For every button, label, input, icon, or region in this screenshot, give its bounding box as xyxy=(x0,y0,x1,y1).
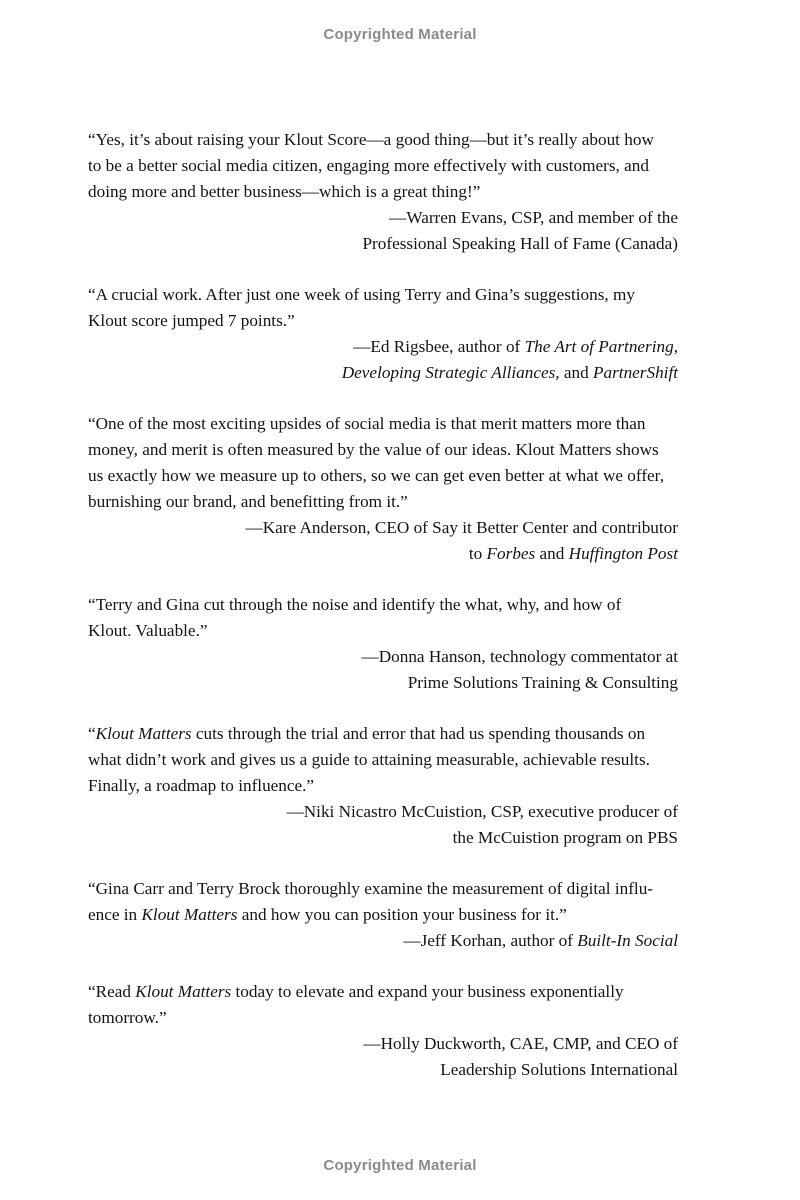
endorsement-niki-mccuistion xyxy=(88,721,678,851)
copyright-watermark-top: Copyrighted Material xyxy=(323,26,477,43)
book-title: The Art of Partnering xyxy=(524,337,674,356)
publication-title: Forbes xyxy=(486,544,536,563)
quote-text: “Terry and Gina cut through the noise and identify the what, why, and how of Klout. Valuable.” xyxy=(88,595,622,640)
quote-text: “One of the most exciting upsides of social media is that merit matters more than money, and merit is often measured by the value of our ideas. Klout Matters shows us exactly how we measure up to others, so we can get even better at what we offer, burnishing our brand, and benefitting from it.” xyxy=(88,414,664,511)
attribution: —Ed Rigsbee, author of The Art of Partnering, Developing Strategic Alliances, and PartnerShift xyxy=(341,337,678,382)
quote-text: “Read Klout Matters today to elevate and expand your business exponentially tomorrow.” xyxy=(88,982,624,1027)
attribution: —Warren Evans, CSP, and member of the Professional Speaking Hall of Fame (Canada) xyxy=(362,208,678,253)
endorsement-kare-anderson xyxy=(88,411,678,567)
quote-text: “Gina Carr and Terry Brock thoroughly examine the measurement of digital influ- ence in Klout Matters and how you can position your business for it.” xyxy=(88,879,654,924)
book-title: Klout Matters xyxy=(135,982,232,1001)
endorsement-ed-rigsbee xyxy=(88,282,678,386)
book-title: Klout Matters xyxy=(95,724,192,743)
publication-title: Huffington Post xyxy=(568,544,678,563)
quote-text: “A crucial work. After just one week of using Terry and Gina’s suggestions, my Klout score jumped 7 points.” xyxy=(88,285,635,330)
book-title: Developing Strategic Alliances, xyxy=(341,363,560,382)
attribution: —Donna Hanson, technology commentator at Prime Solutions Training & Consulting xyxy=(361,647,678,692)
attribution: —Holly Duckworth, CAE, CMP, and CEO of Leadership Solutions International xyxy=(363,1034,678,1079)
book-title: Built-In Social xyxy=(577,931,678,950)
quote-text: “Klout Matters cuts through the trial and error that had us spending thousands on what didn’t work and gives us a guide to attaining measurable, achievable results. Finally, a roadmap to influence.” xyxy=(88,724,650,795)
endorsements xyxy=(88,127,678,1108)
attribution: —Kare Anderson, CEO of Say it Better Center and contributor to Forbes and Huffington Post xyxy=(245,518,678,563)
book-title: Klout Matters xyxy=(141,905,238,924)
endorsement-holly-duckworth xyxy=(88,979,678,1083)
endorsement-warren-evans xyxy=(88,127,678,257)
endorsement-donna-hanson xyxy=(88,592,678,696)
attribution: —Jeff Korhan, author of Built-In Social xyxy=(403,931,678,950)
endorsement-jeff-korhan xyxy=(88,876,678,954)
quote-text: “Yes, it’s about raising your Klout Score—a good thing—but it’s really about how to be a better social media citizen, engaging more effectively with customers, and doing more and better business—which is a great thing!” xyxy=(88,130,654,201)
book-title: PartnerShift xyxy=(593,363,678,382)
copyright-watermark-bottom: Copyrighted Material xyxy=(323,1157,477,1174)
attribution: —Niki Nicastro McCuistion, CSP, executive producer of the McCuistion program on PBS xyxy=(286,802,678,847)
